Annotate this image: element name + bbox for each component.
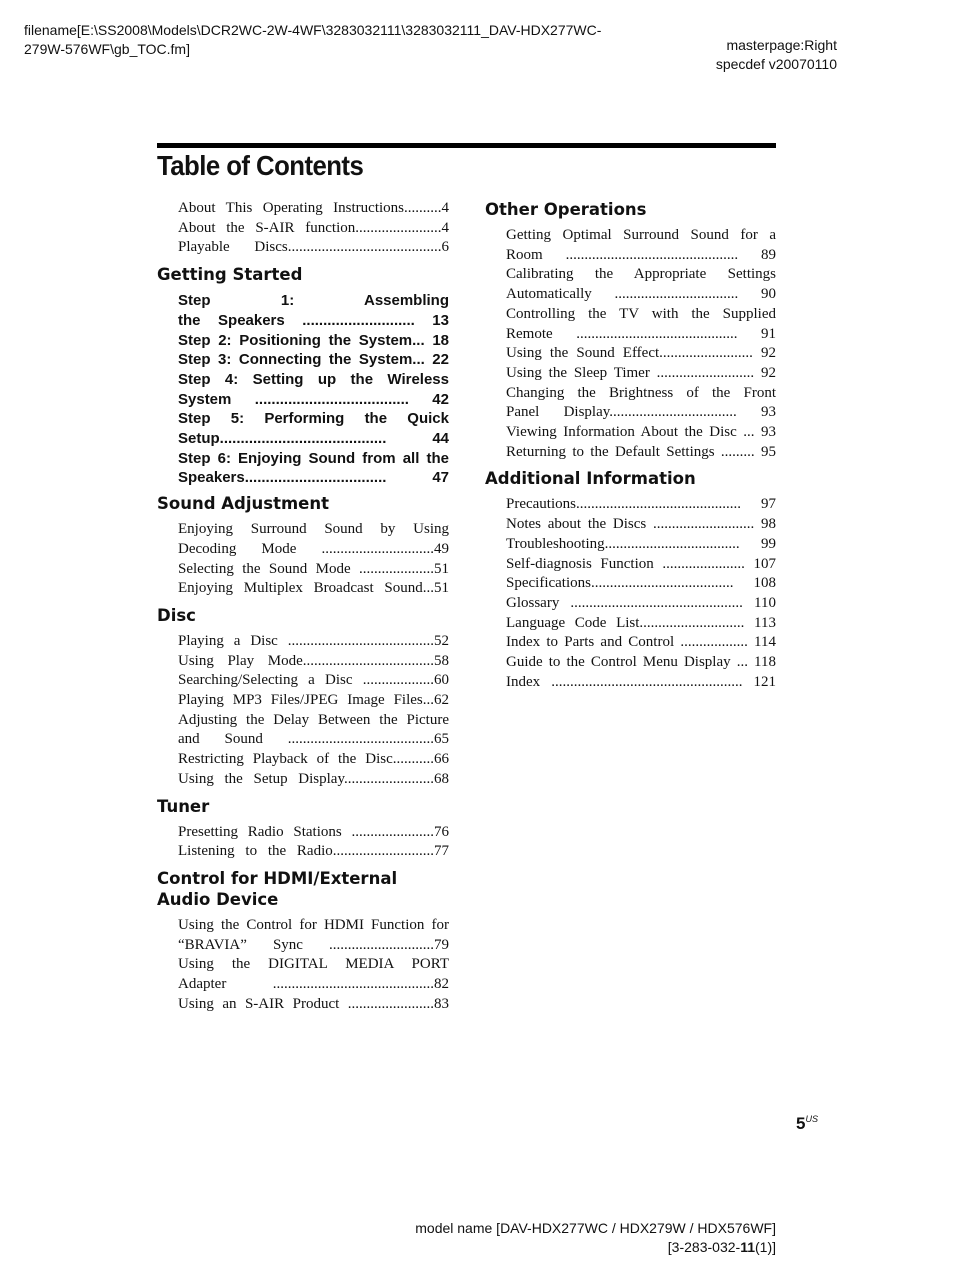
page-title: Table of Contents	[157, 150, 364, 181]
toc-entry-line: Self-diagnosis Function ...................... 107	[506, 555, 776, 572]
page-number-suffix: US	[805, 1114, 818, 1124]
toc-entry-line: Speakers.................................. 47	[178, 469, 449, 487]
toc-entry-line: the Speakers ........................... 13	[178, 311, 449, 329]
toc-entry[interactable]	[157, 842, 449, 862]
toc-entry[interactable]	[157, 671, 449, 691]
toc-entry-line: and Sound .......................................65	[178, 731, 449, 748]
toc-entry-line: Step 5: Performing the Quick	[178, 410, 449, 428]
toc-entry-line: Enjoying Surround Sound by Using	[178, 521, 449, 538]
toc-entry[interactable]	[157, 238, 449, 258]
toc-entry-line: Index to Parts and Control .................. 114	[506, 634, 776, 651]
toc-entry-line: Guide to the Control Menu Display ... 118	[506, 654, 776, 671]
toc-entry-line: Enjoying Multiplex Broadcast Sound...51	[178, 580, 449, 597]
filename-header	[24, 21, 644, 59]
toc-entry-line: About the S-AIR function.......................4	[178, 219, 449, 236]
toc-entry[interactable]	[485, 515, 776, 535]
toc-entry[interactable]	[157, 291, 449, 330]
toc-entry-line: Decoding Mode ..............................49	[178, 540, 449, 557]
part-code-prefix: [3-283-032-	[667, 1239, 741, 1255]
toc-entry[interactable]	[485, 226, 776, 265]
toc-entry[interactable]	[157, 770, 449, 790]
heading-tuner: Tuner	[157, 796, 210, 816]
part-code-bold: 11	[740, 1239, 755, 1255]
toc-entry[interactable]	[157, 409, 449, 448]
toc-entry[interactable]	[157, 370, 449, 409]
heading-other-operations: Other Operations	[485, 200, 647, 219]
toc-entry-line: Searching/Selecting a Disc ...................60	[178, 672, 449, 689]
toc-entry-line: Room .............................................. 89	[506, 246, 776, 263]
toc-entry[interactable]	[485, 653, 776, 673]
hdmi-list	[157, 916, 449, 1015]
heading-hdmi-line-2: Audio Device	[157, 889, 279, 909]
heading-additional-information: Additional Information	[485, 469, 696, 489]
sound-adjustment-list	[157, 520, 449, 599]
toc-entry[interactable]	[157, 449, 449, 488]
toc-entry[interactable]	[157, 560, 449, 580]
title-rule	[157, 143, 776, 148]
toc-entry-line: Listening to the Radio...........................77	[178, 843, 449, 860]
toc-entry[interactable]	[485, 574, 776, 594]
toc-entry[interactable]	[157, 350, 449, 370]
toc-entry[interactable]	[157, 219, 449, 239]
disc-list	[157, 632, 449, 790]
heading-disc: Disc	[157, 605, 196, 625]
toc-entry[interactable]	[157, 711, 449, 750]
heading-hdmi-line-1: Control for HDMI/External	[157, 868, 398, 888]
toc-entry-line: Language Code List............................ 113	[506, 614, 776, 631]
toc-entry[interactable]	[157, 331, 449, 351]
heading-sound-adjustment: Sound Adjustment	[157, 494, 329, 514]
toc-entry-line: Restricting Playback of the Disc...........66	[178, 751, 449, 768]
toc-entry-line: System ..................................... 42	[178, 390, 449, 408]
toc-entry-line: Step 6: Enjoying Sound from all the	[178, 449, 449, 467]
other-operations-list	[485, 226, 776, 462]
toc-entry-line: About This Operating Instructions..........4	[178, 200, 449, 216]
toc-entry-line: Getting Optimal Surround Sound for a	[506, 227, 776, 243]
toc-entry-line: Playable Discs.........................................6	[178, 239, 449, 256]
toc-entry[interactable]	[485, 344, 776, 364]
toc-entry[interactable]	[157, 520, 449, 559]
toc-entry-line: Presetting Radio Stations ......................76	[178, 823, 449, 840]
toc-entry-line: Adapter ...........................................82	[178, 976, 449, 993]
toc-entry-line: Troubleshooting.................................... 99	[506, 535, 776, 552]
toc-right-column	[485, 199, 776, 692]
additional-information-list	[485, 495, 776, 692]
masterpage-label: masterpage:Right	[726, 37, 837, 53]
toc-entry-line: Adjusting the Delay Between the Picture	[178, 711, 449, 728]
toc-entry-line: Selecting the Sound Mode ....................51	[178, 560, 449, 577]
toc-entry-line: Using the Sleep Timer .......................... 92	[506, 364, 776, 381]
toc-entry[interactable]	[157, 955, 449, 994]
toc-entry[interactable]	[485, 265, 776, 304]
toc-entry-line: Precautions............................................ 97	[506, 496, 776, 513]
toc-entry-line: Step 2: Positioning the System... 18	[178, 331, 449, 349]
toc-entry-line: Automatically ................................. 90	[506, 286, 776, 303]
toc-entry[interactable]	[485, 384, 776, 423]
toc-entry[interactable]	[485, 305, 776, 344]
page-number	[796, 1114, 818, 1134]
toc-entry[interactable]	[157, 632, 449, 652]
heading-hdmi	[157, 868, 449, 910]
toc-entry-line: Step 3: Connecting the System... 22	[178, 351, 449, 369]
toc-entry[interactable]	[157, 199, 449, 219]
toc-entry-line: Using Play Mode...................................58	[178, 652, 449, 669]
toc-entry-line: Step 1: Assembling	[178, 292, 449, 310]
tuner-list	[157, 823, 449, 862]
toc-entry-line: Using the Control for HDMI Function for	[178, 916, 449, 933]
toc-entry[interactable]	[157, 579, 449, 599]
toc-entry-line: Remote ........................................... 91	[506, 325, 776, 342]
toc-entry-line: Changing the Brightness of the Front	[506, 384, 776, 401]
toc-entry[interactable]	[485, 443, 776, 463]
toc-entry-line: Playing MP3 Files/JPEG Image Files...62	[178, 692, 449, 709]
toc-entry-line: “BRAVIA” Sync ............................79	[178, 936, 449, 953]
toc-entry[interactable]	[157, 691, 449, 711]
toc-entry[interactable]	[485, 614, 776, 634]
toc-entry-line: Using an S-AIR Product .......................83	[178, 995, 449, 1012]
toc-entry-line: Notes about the Discs ........................... 98	[506, 516, 776, 533]
part-code-suffix: (1)]	[755, 1239, 776, 1255]
toc-entry[interactable]	[485, 535, 776, 555]
toc-entry[interactable]	[485, 633, 776, 653]
filename-line-1: filename[E:\SS2008\Models\DCR2WC-2W-4WF\3283032111\3283032111_DAV-HDX277WC-	[24, 22, 602, 38]
toc-left-column	[157, 199, 449, 1015]
toc-entry[interactable]	[485, 673, 776, 693]
toc-entry[interactable]	[485, 364, 776, 384]
toc-entry-line: Setup........................................ 44	[178, 430, 449, 448]
toc-entry-line: Using the Setup Display........................68	[178, 770, 449, 787]
toc-entry-line: Panel Display.................................. 93	[506, 404, 776, 421]
masterpage-header	[716, 36, 837, 74]
intro-list	[157, 199, 449, 258]
toc-entry-line: Index ................................................... 121	[506, 673, 776, 690]
model-name-footer: model name [DAV-HDX277WC / HDX279W / HDX576WF]	[415, 1220, 776, 1236]
toc-entry[interactable]	[485, 495, 776, 515]
toc-entry-line: Calibrating the Appropriate Settings	[506, 266, 776, 283]
page-number-value: 5	[796, 1114, 806, 1133]
toc-entry-line: Glossary .............................................. 110	[506, 594, 776, 611]
toc-entry[interactable]	[485, 594, 776, 614]
toc-entry[interactable]	[485, 555, 776, 575]
toc-entry[interactable]	[157, 995, 449, 1015]
filename-line-2: 279W-576WF\gb_TOC.fm]	[24, 41, 190, 57]
toc-entry[interactable]	[157, 750, 449, 770]
toc-entry-line: Controlling the TV with the Supplied	[506, 305, 776, 322]
toc-entry-line: Specifications...................................... 108	[506, 575, 776, 592]
toc-entry-line: Viewing Information About the Disc ... 93	[506, 424, 776, 441]
toc-entry[interactable]	[485, 423, 776, 443]
toc-entry-line: Using the Sound Effect......................... 92	[506, 345, 776, 362]
toc-entry-line: Returning to the Default Settings ......... 95	[506, 443, 776, 460]
toc-entry[interactable]	[157, 652, 449, 672]
toc-entry-line: Using the DIGITAL MEDIA PORT	[178, 956, 449, 973]
toc-entry[interactable]	[157, 823, 449, 843]
part-code-footer	[668, 1239, 776, 1255]
toc-entry[interactable]	[157, 916, 449, 955]
heading-getting-started: Getting Started	[157, 265, 303, 285]
toc-entry-line: Playing a Disc .......................................52	[178, 632, 449, 649]
getting-started-list	[157, 291, 449, 488]
specdef-label: specdef v20070110	[715, 56, 837, 72]
toc-entry-line: Step 4: Setting up the Wireless	[178, 370, 449, 388]
